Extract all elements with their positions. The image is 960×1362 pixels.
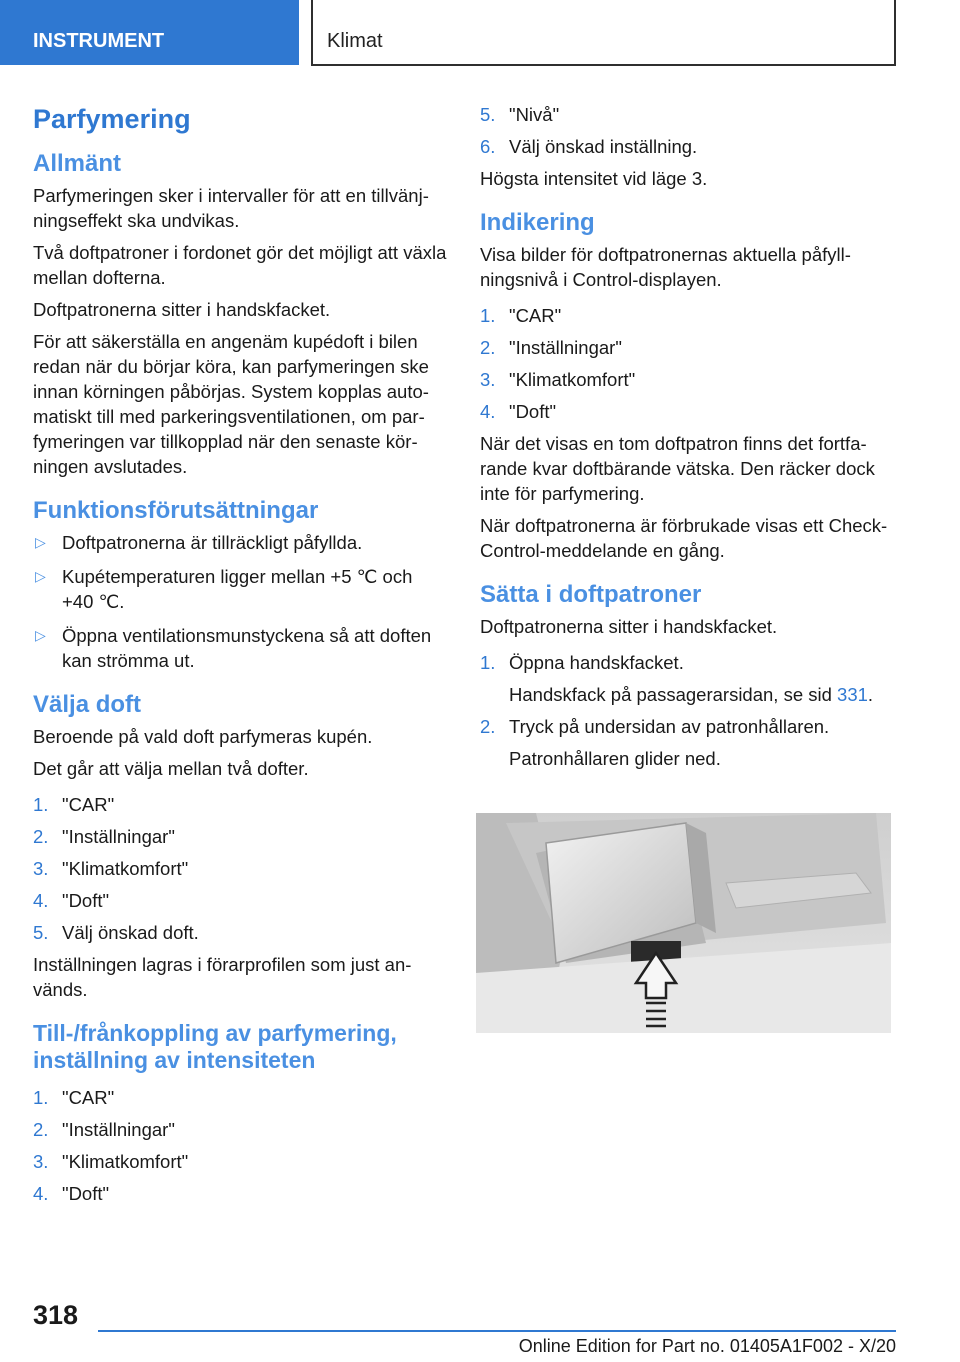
step-text: "Doft" (62, 1183, 110, 1204)
step-number: 2. (480, 716, 496, 737)
photo-illustration (476, 813, 891, 1033)
step-text: "Inställningar" (62, 826, 175, 847)
step-item (480, 134, 895, 159)
step-list (480, 303, 895, 424)
step-text: Välj önskad inställning. (509, 136, 698, 157)
step-item (480, 367, 895, 392)
step-text: "Klimatkomfort" (509, 369, 636, 390)
step-number: 5. (480, 104, 496, 125)
step-text: "Doft" (509, 401, 557, 422)
page-reference-link[interactable]: 331 (837, 684, 868, 705)
step-item (33, 856, 448, 881)
footer-edition: Online Edition for Part no. 01405A1F002 - X/20 (518, 1336, 896, 1356)
step-item (480, 335, 895, 360)
step-list (480, 650, 895, 675)
paragraph: När doftpatronerna är förbrukade visas ett Check-Control-meddelande en gång. (480, 515, 888, 561)
step-item (33, 792, 448, 817)
triangle-right-icon: ▷ (35, 568, 46, 584)
step-item (33, 1117, 448, 1142)
heading-till-frankoppling: Till-/frånkoppling av parfymering, inställning av intensiteten (33, 1020, 397, 1073)
list-item (33, 623, 448, 673)
section-tab (0, 0, 299, 65)
list-item-text: Kupétemperaturen ligger mellan +5 ℃ och +40 ℃. (62, 566, 413, 612)
step-number: 1. (480, 652, 496, 673)
step-number: 1. (33, 794, 49, 815)
paragraph: Det går att välja mellan två dofter. (33, 758, 309, 779)
list-item (33, 530, 448, 555)
chapter-tab (311, 0, 896, 66)
paragraph: För att säkerställa en angenäm kupédoft i bilen redan när du börjar köra, kan parfymeringen ske innan körningen påbörjas. System kopplas automatiskt till med parkeringsventilationen, om parfymeringen var tillkopplad när den senaste körningen avslutades. (33, 331, 429, 477)
step-text: "Klimatkomfort" (62, 1151, 189, 1172)
paragraph: Doftpatronerna sitter i handskfacket. (33, 299, 331, 320)
step-item (33, 1181, 448, 1206)
list-item-text: Doftpatronerna är tillräckligt påfyllda. (62, 532, 363, 553)
step-list (33, 1085, 448, 1206)
step-text: Öppna handskfacket. (509, 652, 684, 673)
left-column (33, 100, 448, 1213)
heading-satta-i-doftpatroner: Sätta i doftpatroner (480, 581, 702, 608)
paragraph: Visa bilder för doftpatronernas aktuella påfyllningsnivå i Control-displayen. (480, 244, 851, 290)
step-item (33, 1085, 448, 1110)
step-text: "Inställningar" (62, 1119, 175, 1140)
chapter-title: Klimat (327, 30, 383, 52)
triangle-right-icon: ▷ (35, 534, 46, 550)
step-text: "Klimatkomfort" (62, 858, 189, 879)
paragraph: Inställningen lagras i förarprofilen som just används. (33, 954, 412, 1000)
bullet-list (33, 530, 448, 673)
heading-valja-doft: Välja doft (33, 691, 142, 718)
step-number: 3. (33, 1151, 49, 1172)
step-list (480, 714, 895, 739)
paragraph: Doftpatronerna sitter i handskfacket. (480, 616, 778, 637)
step-item (480, 714, 895, 739)
step-item (33, 1149, 448, 1174)
step-detail-text: Handskfack på passagerarsidan, se sid (509, 684, 838, 705)
step-item (480, 102, 895, 127)
step-text: Tryck på undersidan av patronhållaren. (509, 716, 830, 737)
paragraph: När det visas en tom doftpatron finns det fortfarande kvar doftbärande vätska. Den räcker dock inte för parfymering. (480, 433, 875, 504)
footer-divider (98, 1330, 896, 1332)
step-number: 5. (33, 922, 49, 943)
glovebox-cartridge-photo (476, 813, 891, 1033)
step-text: "CAR" (62, 1087, 115, 1108)
step-text: "CAR" (62, 794, 115, 815)
step-text: "Doft" (62, 890, 110, 911)
step-number: 4. (33, 1183, 49, 1204)
list-item (33, 564, 448, 614)
step-text: "CAR" (509, 305, 562, 326)
step-number: 1. (480, 305, 496, 326)
step-text: "Nivå" (509, 104, 560, 125)
paragraph: Två doftpatroner i fordonet gör det möjligt att växla mellan dofterna. (33, 242, 447, 288)
paragraph: Högsta intensitet vid läge 3. (480, 168, 708, 189)
step-list (33, 792, 448, 945)
step-item (33, 888, 448, 913)
step-number: 3. (33, 858, 49, 879)
heading-allmant: Allmänt (33, 150, 122, 177)
step-number: 2. (480, 337, 496, 358)
step-number: 4. (33, 890, 49, 911)
step-number: 3. (480, 369, 496, 390)
step-number: 2. (33, 826, 49, 847)
heading-indikering: Indikering (480, 209, 595, 236)
step-detail (480, 682, 895, 707)
step-detail-end: . (867, 684, 874, 705)
section-title: INSTRUMENT (33, 30, 165, 52)
step-number: 2. (33, 1119, 49, 1140)
step-detail: Patronhållaren glider ned. (509, 748, 721, 769)
step-item (33, 824, 448, 849)
step-number: 4. (480, 401, 496, 422)
step-number: 6. (480, 136, 496, 157)
right-column (480, 100, 895, 778)
step-item (480, 650, 895, 675)
step-text: "Inställningar" (509, 337, 622, 358)
step-number: 1. (33, 1087, 49, 1108)
step-item (480, 399, 895, 424)
step-item (480, 303, 895, 328)
paragraph: Beroende på vald doft parfymeras kupén. (33, 726, 373, 747)
paragraph: Parfymeringen sker i intervaller för att en tillvänjningseffekt ska undvikas. (33, 185, 429, 231)
step-list (480, 102, 895, 159)
step-item (33, 920, 448, 945)
list-item-text: Öppna ventilationsmunstyckena så att doften kan strömma ut. (62, 625, 432, 671)
step-text: Välj önskad doft. (62, 922, 199, 943)
heading-funktionsforutsattningar: Funktionsförutsättningar (33, 497, 319, 524)
triangle-right-icon: ▷ (35, 627, 46, 643)
page-number: 318 (33, 1300, 79, 1330)
page-title: Parfymering (33, 104, 191, 134)
